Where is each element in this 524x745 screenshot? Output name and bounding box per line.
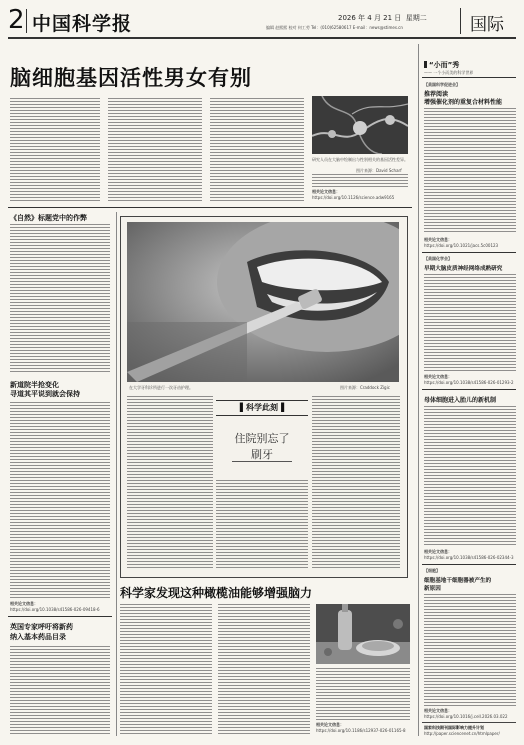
left-source-label: 相关论文信息： — [10, 601, 38, 606]
right-source-label-3: 相关论文信息： — [424, 549, 452, 554]
right-footer-box — [422, 722, 516, 739]
main-article-col-3 — [210, 98, 304, 202]
section-label: 国际 — [470, 15, 504, 35]
feature-col-2-text — [216, 480, 308, 568]
column-label: ▌科学此刻▐ — [239, 403, 285, 412]
page-number: 2 — [8, 5, 25, 35]
right-rule-3 — [422, 389, 516, 390]
brief-marker-icon — [424, 61, 427, 68]
column-label-text: 科学此刻 — [246, 403, 278, 412]
feature-photo-caption: 在大学牙科诊所进行一次牙齿护理。 — [129, 385, 193, 390]
left-article-1-text — [10, 224, 110, 374]
issue-date — [338, 13, 427, 23]
left-heading-3-line-1: 英国专家呼吁将新药 — [10, 623, 73, 631]
right-col-divider — [418, 44, 419, 736]
right-article-2-text — [424, 274, 516, 372]
feature-title-box — [216, 396, 308, 476]
brief-title — [424, 60, 459, 70]
brief-subtitle: —— 一个小而美的科学世界 — [424, 70, 474, 75]
right-heading-3: 母体细胞进入胎儿的新机制 — [424, 397, 497, 404]
right-category-4: 【细胞】 — [424, 568, 440, 573]
brief-title-text: “小而”秀 — [429, 61, 460, 69]
left-rule — [8, 616, 112, 617]
right-heading-4-line-2: 新原因 — [424, 586, 441, 592]
main-article-col-4 — [312, 174, 408, 188]
toothbrush-image — [127, 222, 399, 382]
right-article-1-text — [424, 108, 516, 234]
bottom-headline: 科学家发现这种橄榄油能够增强脑力 — [120, 586, 313, 600]
main-source-url[interactable]: https://doi.org/10.1126/science.adw9165 — [312, 195, 395, 200]
brief-rule — [422, 77, 516, 78]
left-article-2-text — [10, 402, 110, 598]
right-heading-1-line-2: 增强催化剂的重复合材料性能 — [424, 99, 503, 106]
toothbrush-photo — [127, 222, 399, 382]
neuron-photo — [312, 96, 408, 154]
right-source-url-3[interactable]: https://doi.org/10.1038/s41586-026-02344-3 — [424, 555, 514, 560]
bottom-article-col-3 — [316, 668, 410, 720]
right-source-label-4: 相关论文信息： — [424, 708, 452, 713]
editor-line: 编辑 赵熙熙 校对 何工劳 Tel：(010)62580617 E-mail：news@stimes.cn — [266, 25, 403, 30]
main-article-col-2 — [108, 98, 202, 202]
right-category-2: 【美国化学会】 — [424, 256, 452, 261]
masthead-title: 中国科学报 — [32, 13, 133, 35]
section-divider — [460, 8, 461, 34]
weekday-text: 星期二 — [405, 14, 427, 22]
right-source-url-2[interactable]: https://doi.org/10.1038/s41586-026-01293-2 — [424, 380, 514, 385]
feature-title-line-2: 刷牙 — [251, 448, 273, 461]
right-article-3-text — [424, 406, 516, 546]
right-source-label-2: 相关论文信息： — [424, 374, 452, 379]
right-rule-4 — [422, 564, 516, 565]
neuron-image — [312, 96, 408, 154]
bottom-source-url[interactable]: https://doi.org/10.1186/s12937-026-01165-8 — [316, 728, 406, 733]
main-article-rule — [8, 207, 412, 208]
left-heading-1: 《自然》标题党中的作弊 — [10, 214, 87, 222]
left-heading-3-line-2: 纳入基本药品目录 — [10, 633, 66, 641]
header-rule — [8, 37, 516, 39]
date-text: 2026 年 4 月 21 日 — [338, 14, 402, 22]
right-heading-1-line-1: 推荐阅读 — [424, 91, 449, 98]
bottom-source-label: 相关论文信息： — [316, 722, 344, 727]
olive-oil-photo — [316, 604, 410, 664]
bottom-article-col-2 — [218, 604, 310, 734]
right-footer-line-2[interactable]: http://paper.sciencenet.cn/htmlpaper/ — [424, 731, 500, 736]
right-article-4-text — [424, 594, 516, 706]
right-category-1: 【美国科学促进会】 — [424, 82, 460, 87]
left-article-3-text — [10, 646, 110, 736]
left-heading-2-line-1: 新道院半抢变化 — [10, 381, 59, 389]
bottom-article-col-1 — [120, 604, 212, 734]
feature-col-3-text — [312, 396, 400, 568]
left-heading-2-line-2: 寻道其平说到就会保持 — [10, 390, 80, 398]
feature-title-line-1: 住院别忘了 — [234, 432, 290, 445]
left-source-url[interactable]: https://doi.org/10.1038/s41586-026-09418-6 — [10, 607, 100, 612]
olive-oil-image — [316, 604, 410, 664]
right-source-url-4[interactable]: https://doi.org/10.1016/j.cell.2026.03.022 — [424, 714, 508, 719]
neuron-photo-credit: 图片来源：David Scharf — [356, 168, 402, 173]
left-col-divider — [116, 212, 117, 736]
right-heading-2: 早期大脑皮质神经网络成熟研究 — [424, 266, 503, 272]
masthead-divider — [26, 9, 27, 33]
feature-photo-credit: 图片来源：Craddock Zigic — [340, 385, 390, 390]
neuron-photo-caption: 研究人员在大脑中绘制出与性别相关的基因活性差异。 — [312, 157, 408, 162]
masthead-bar — [8, 6, 516, 36]
right-heading-4-line-1: 细胞基地干细胞器被产生的 — [424, 578, 492, 584]
main-article-col-1 — [10, 98, 100, 202]
right-rule-2 — [422, 252, 516, 253]
right-source-label-1: 相关论文信息： — [424, 237, 452, 242]
feature-col-1-text — [127, 396, 213, 568]
feature-title-underline — [232, 461, 292, 462]
main-headline: 脑细胞基因活性男女有别 — [10, 66, 252, 90]
right-source-url-1[interactable]: https://doi.org/10.1021/jacs.5c00123 — [424, 243, 499, 248]
right-footer-line-1: 国家科技期刊国际影响力提升计划 — [424, 725, 484, 730]
main-source-label: 相关论文信息： — [312, 189, 340, 194]
